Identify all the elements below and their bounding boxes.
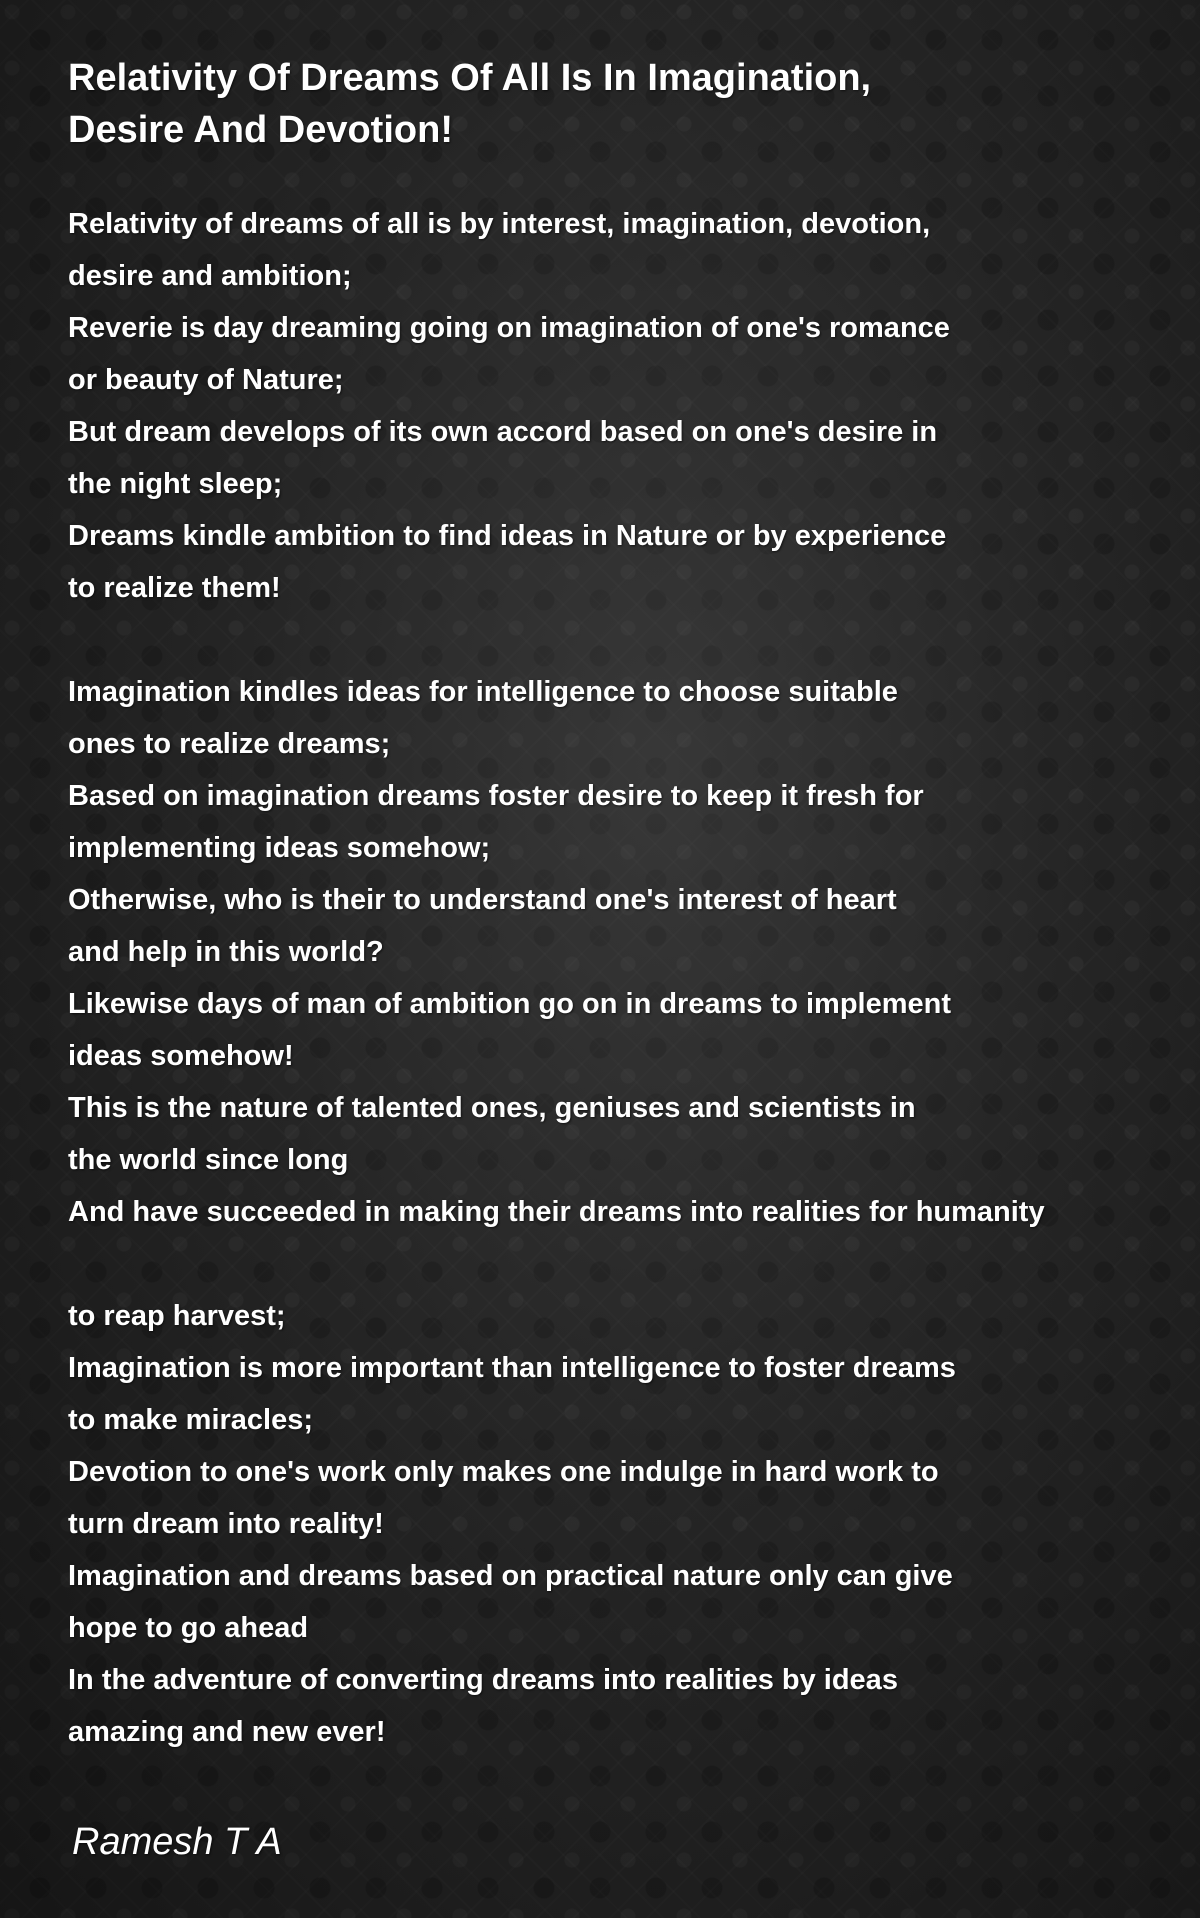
poem-line: or beauty of Nature; — [68, 364, 344, 396]
poem-line: to realize them! — [68, 572, 281, 604]
poem-line: Imagination is more important than intelligence to foster dreams — [68, 1352, 956, 1384]
poem-line: ones to realize dreams; — [68, 728, 391, 760]
poem-title — [68, 52, 1048, 156]
poem-line: This is the nature of talented ones, geniuses and scientists in — [68, 1092, 916, 1124]
poem-line: the world since long — [68, 1144, 349, 1176]
poem-line: Devotion to one's work only makes one indulge in hard work to — [68, 1456, 939, 1488]
poem-container — [68, 52, 1178, 1758]
poem-line: to make miracles; — [68, 1404, 314, 1436]
poem-blank-line — [68, 614, 1178, 666]
poem-line: Dreams kindle ambition to find ideas in Nature or by experience — [68, 520, 947, 552]
poem-line: In the adventure of converting dreams into realities by ideas — [68, 1664, 898, 1696]
poem-line: Otherwise, who is their to understand one's interest of heart — [68, 884, 897, 916]
poem-line: And have succeeded in making their dreams into realities for humanity — [68, 1196, 1045, 1228]
poem-line: Reverie is day dreaming going on imagination of one's romance — [68, 312, 950, 344]
poem-blank-line — [68, 1238, 1178, 1290]
poem-line: turn dream into reality! — [68, 1508, 384, 1540]
poem-line: hope to go ahead — [68, 1612, 309, 1644]
poem-line: and help in this world? — [68, 936, 384, 968]
poem-line: Likewise days of man of ambition go on in dreams to implement — [68, 988, 952, 1020]
poem-line: Relativity of dreams of all is by interest, imagination, devotion, — [68, 208, 931, 240]
poem-line: the night sleep; — [68, 468, 283, 500]
poem-line: ideas somehow! — [68, 1040, 294, 1072]
poem-title-line: Relativity Of Dreams Of All Is In Imagination, — [68, 57, 872, 99]
poem-line: Imagination and dreams based on practical nature only can give — [68, 1560, 953, 1592]
poem-title-line: Desire And Devotion! — [68, 109, 453, 151]
poem-body — [68, 198, 1178, 1758]
poem-line: But dream develops of its own accord based on one's desire in — [68, 416, 938, 448]
poem-line: amazing and new ever! — [68, 1716, 386, 1748]
poem-line: desire and ambition; — [68, 260, 352, 292]
poem-line: implementing ideas somehow; — [68, 832, 491, 864]
poem-line: Imagination kindles ideas for intelligence to choose suitable — [68, 676, 898, 708]
poem-line: Based on imagination dreams foster desire to keep it fresh for — [68, 780, 924, 812]
poem-line: to reap harvest; — [68, 1300, 286, 1332]
poem-author: Ramesh T A — [72, 1821, 282, 1863]
